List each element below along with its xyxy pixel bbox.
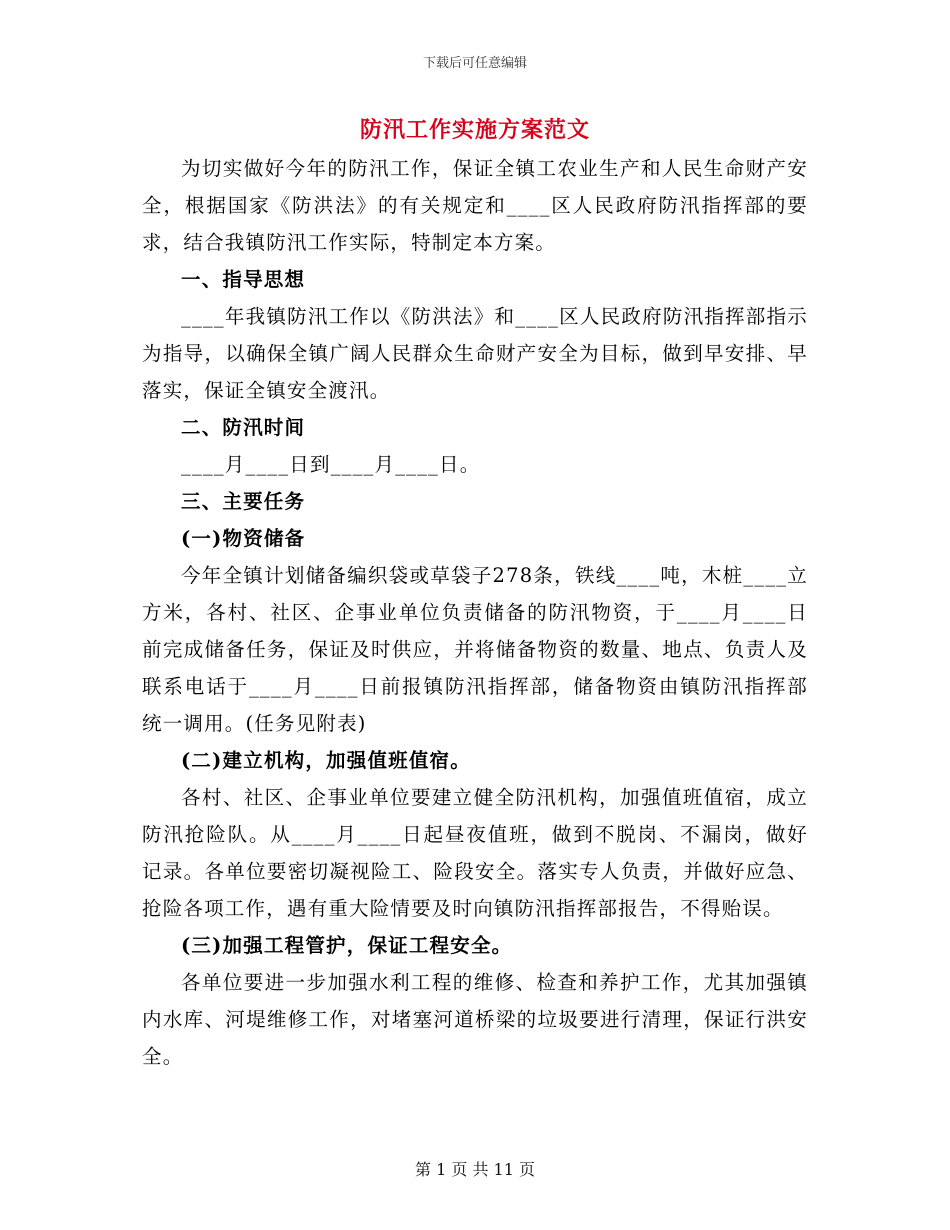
subsection-heading-duty-organization: (二)建立机构，加强值班值宿。 [181,749,471,772]
intro-paragraph: 为切实做好今年的防汛工作，保证全镇工农业生产和人民生命财产安全，根据国家《防洪法》的有关规定和____区人民政府防汛指挥部的要求，结合我镇防汛工作实际，特制定本方案。 [142,157,808,254]
flood-period-paragraph: ____月____日到____月____日。 [181,453,481,476]
section-heading-guiding-ideology: 一、指导思想 [181,268,306,291]
document-title: 防汛工作实施方案范文 [359,117,590,143]
header-note: 下载后可任意编辑 [422,56,527,71]
guiding-ideology-paragraph: ____年我镇防汛工作以《防洪法》和____区人民政府防汛指挥部指示为指导，以确保全镇广阔人民群众生命财产安全为目标，做到早安排、早落实，保证全镇安全渡汛。 [142,305,808,402]
page-number-footer: 第 1 页 共 11 页 [415,1160,535,1179]
section-heading-main-tasks: 三、主要任务 [181,490,306,513]
document-body [142,150,808,1075]
duty-organization-paragraph: 各村、社区、企事业单位要建立健全防汛机构，加强值班值宿，成立防汛抢险队。从____月____日起昼夜值班，做到不脱岗、不漏岗，做好记录。各单位要密切凝视险工、险段安全。落实专人负责，并做好应急、抢险各项工作，遇有重大险情要及时向镇防汛指挥部报告，不得贻误。 [142,786,808,920]
material-reserve-paragraph: 今年全镇计划储备编织袋或草袋子278条，铁线____吨，木桩____立方米，各村、社区、企事业单位负责储备的防汛物资，于____月____日前完成储备任务，保证及时供应，并将储备物资的数量、地点、负责人及联系电话于____月____日前报镇防汛指挥部，储备物资由镇防汛指挥部统一调用。(任务见附表) [142,564,808,735]
project-maintenance-paragraph: 各单位要进一步加强水利工程的维修、检查和养护工作，尤其加强镇内水库、河堤维修工作，对堵塞河道桥梁的垃圾要进行清理，保证行洪安全。 [142,971,808,1068]
subsection-heading-project-maintenance: (三)加强工程管护，保证工程安全。 [181,934,513,957]
section-heading-flood-period: 二、防汛时间 [181,416,306,439]
subsection-heading-material-reserve: (一)物资储备 [181,527,306,550]
